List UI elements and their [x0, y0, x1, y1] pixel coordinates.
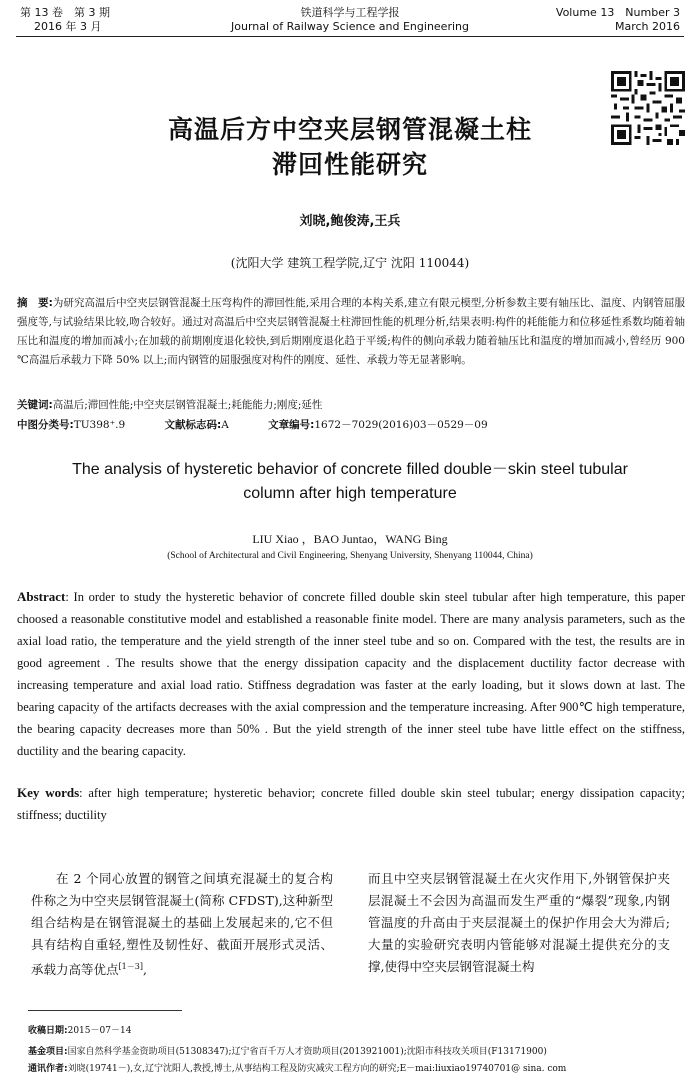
header-rule [16, 36, 684, 37]
body-column-right [368, 868, 670, 978]
body-right-text: 而且中空夹层钢管混凝土在火灾作用下,外钢管保护夹层混凝土不会因为高温而发生严重的“爆裂”现象,内钢管温度的升高由于夹层混凝土的保护作用会大为滞后;大量的实验研究表明内管能够对混凝土提供充分的支撑,使得中空夹层钢管混凝土构 [368, 871, 670, 974]
issue-date-cn: 2016 年 3 月 [34, 20, 102, 33]
abstract-cn [17, 294, 685, 370]
fund-value: 国家自然科学基金资助项目(51308347);辽宁省百千万人才资助项目(2013921001);沈阳市科技攻关项目(F13171900) [67, 1047, 547, 1057]
journal-name-en: Journal of Railway Science and Engineering [231, 20, 469, 33]
keywords-en: Key words: after high temperature; hysteretic behavior; concrete filled double skin steel tubular; energy dissipation capacity; stiffness; ductility [17, 785, 685, 822]
abstract-en-text: In order to study the hysteretic behavior of concrete filled double skin steel tubular after high temperature, this paper choosed a reasonable constitutive model and established a reasonable finite model. There are many analysis parameters, such as the axial load ratio, the temperature and the yield strength of the inner steel tube and so on. Compared with the test, the results are in good agreement . The results showe that the energy dissipation capacity and the displacement ductility factor decrease with increasing temperature and axial load ratio. Stiffness degradation was faster at the early loading, but it slows down at last. The bearing capacity of the artifacts decreases with the axial compression and the temperature increasing. After 900℃ high temperature, the bearing capacity decreases more than 50% . But the yield strength of the inner steel tube have little effect on the stiffness, ductility and the bearing capacity. [17, 590, 685, 758]
affiliation-en: (School of Architectural and Civil Engineering, Shenyang University, Shenyang 110044, China) [167, 551, 533, 561]
body-left-text: 在 2 个同心放置的钢管之间填充混凝土的复合构件称之为中空夹层钢管混凝土(简称 CFDST),这种新型组合结构是在钢管混凝土的基础上发展起来的,它不但具有结构自重轻,塑性及韧性好、截面开展形式灵活、承载力高等优点 [31, 871, 333, 978]
abstract-cn-text: 为研究高温后中空夹层钢管混凝土压弯构件的滞回性能,采用合理的本构关系,建立有限元模型,分析参数主要有轴压比、温度、内钢管屈服强度等,与试验结果比较,吻合较好。通过对高温后中空夹层钢管混凝土柱滞回性能的机理分析,结果表明:构件的耗能能力和位移延性系数均随着轴压比和温度的增加而减小;在加载的前期刚度退化较快,到后期刚度退化趋于平缓;构件的侧向承载力随着轴压比和温度的增加而减小,曾经历 900 ℃高温后承载力下降 50% 以上;而内钢管的屈服强度对构件的刚度、延性、承载力等无显著影响。 [17, 297, 685, 366]
received-label: 收稿日期: [28, 1026, 68, 1036]
article-number-label: 文章编号: [268, 419, 315, 431]
qr-code-icon [611, 71, 685, 145]
clc-value: TU398⁺.9 [73, 419, 126, 431]
footnote-funding [28, 1046, 688, 1058]
clc-label: 中图分类号: [17, 419, 74, 431]
body-left-tail: , [142, 962, 147, 978]
keywords-en-label: Key words [17, 785, 80, 800]
abstract-en-label: Abstract [17, 589, 66, 604]
journal-name-cn: 铁道科学与工程学报 [300, 6, 400, 19]
received-value: 2015－07－14 [67, 1026, 132, 1036]
corresponding-value: 刘晓(19741－),女,辽宁沈阳人,教授,博士,从事结构工程及防灾减灾工程方向的研究;E－mai:liuxiao19740701@ sina. com [67, 1064, 567, 1074]
paper-title-cn [110, 112, 590, 182]
authors-cn: 刘晓,鲍俊涛,王兵 [299, 214, 401, 229]
authors-en: LIU Xiao ，BAO Juntao，WANG Bing [252, 532, 448, 546]
issue-date-en: March 2016 [614, 20, 680, 33]
volume-number-en: Volume 13 Number 3 [555, 6, 680, 19]
keywords-cn-label: 关键词: [17, 399, 53, 411]
footnote-rule [28, 1010, 182, 1011]
abstract-en: Abstract: In order to study the hysteretic behavior of concrete filled double skin steel tubular after high temperature, this paper choosed a reasonable constitutive model and established a reasonable finite model. There are many analysis parameters, such as the axial load ratio, the temperature and the yield strength of the inner steel tube and so on. Compared with the test, the results are in good agreement . The results showe that the energy dissipation capacity and the displacement ductility factor decrease with increasing temperature and axial load ratio. Stiffness degradation was faster at the early loading, but it slows down at last. The bearing capacity of the artifacts decreases with the axial compression and the temperature increasing. After 900℃ high temperature, the bearing capacity decreases more than 50% . But the yield strength of the inner steel tube have little effect on the stiffness, ductility and the bearing capacity. [17, 589, 685, 758]
corresponding-label: 通讯作者: [28, 1064, 68, 1074]
paper-title-cn-line1: 高温后方中空夹层钢管混凝土柱 [167, 115, 532, 144]
journal-volume-info-en [556, 6, 680, 34]
fund-label: 基金项目: [28, 1047, 68, 1057]
keywords-cn-text: 高温后;滞回性能;中空夹层钢管混凝土;耗能能力;刚度;延性 [52, 399, 323, 411]
footnote-received [28, 1025, 688, 1037]
abstract-cn-label: 摘 要: [17, 297, 53, 309]
affiliation-cn: (沈阳大学 建筑工程学院,辽宁 沈阳 110044) [230, 256, 470, 270]
paper-title-en-line2: column after high temperature [243, 485, 457, 502]
article-number-value: 1672－7029(2016)03－0529－09 [314, 419, 488, 431]
citation-ref[interactable]: [1－3] [118, 962, 143, 971]
doc-code-label: 文献标志码: [164, 419, 222, 431]
footnote-corresponding [28, 1063, 688, 1075]
paper-title-en [40, 458, 660, 506]
keywords-cn [17, 396, 685, 415]
paper-title-en-line1: The analysis of hysteretic behavior of concrete filled double－skin steel tubular [72, 461, 628, 478]
keywords-en-text: after high temperature; hysteretic behavior; concrete filled double skin steel tubular; energy dissipation capacity; stiffness; ductility [17, 786, 685, 822]
paper-title-cn-line2: 滞回性能研究 [271, 150, 428, 179]
classification-line [17, 416, 685, 435]
body-column-left [31, 868, 333, 981]
doc-code-value: A [221, 419, 229, 431]
volume-issue: 第 13 卷 第 3 期 [20, 6, 110, 19]
